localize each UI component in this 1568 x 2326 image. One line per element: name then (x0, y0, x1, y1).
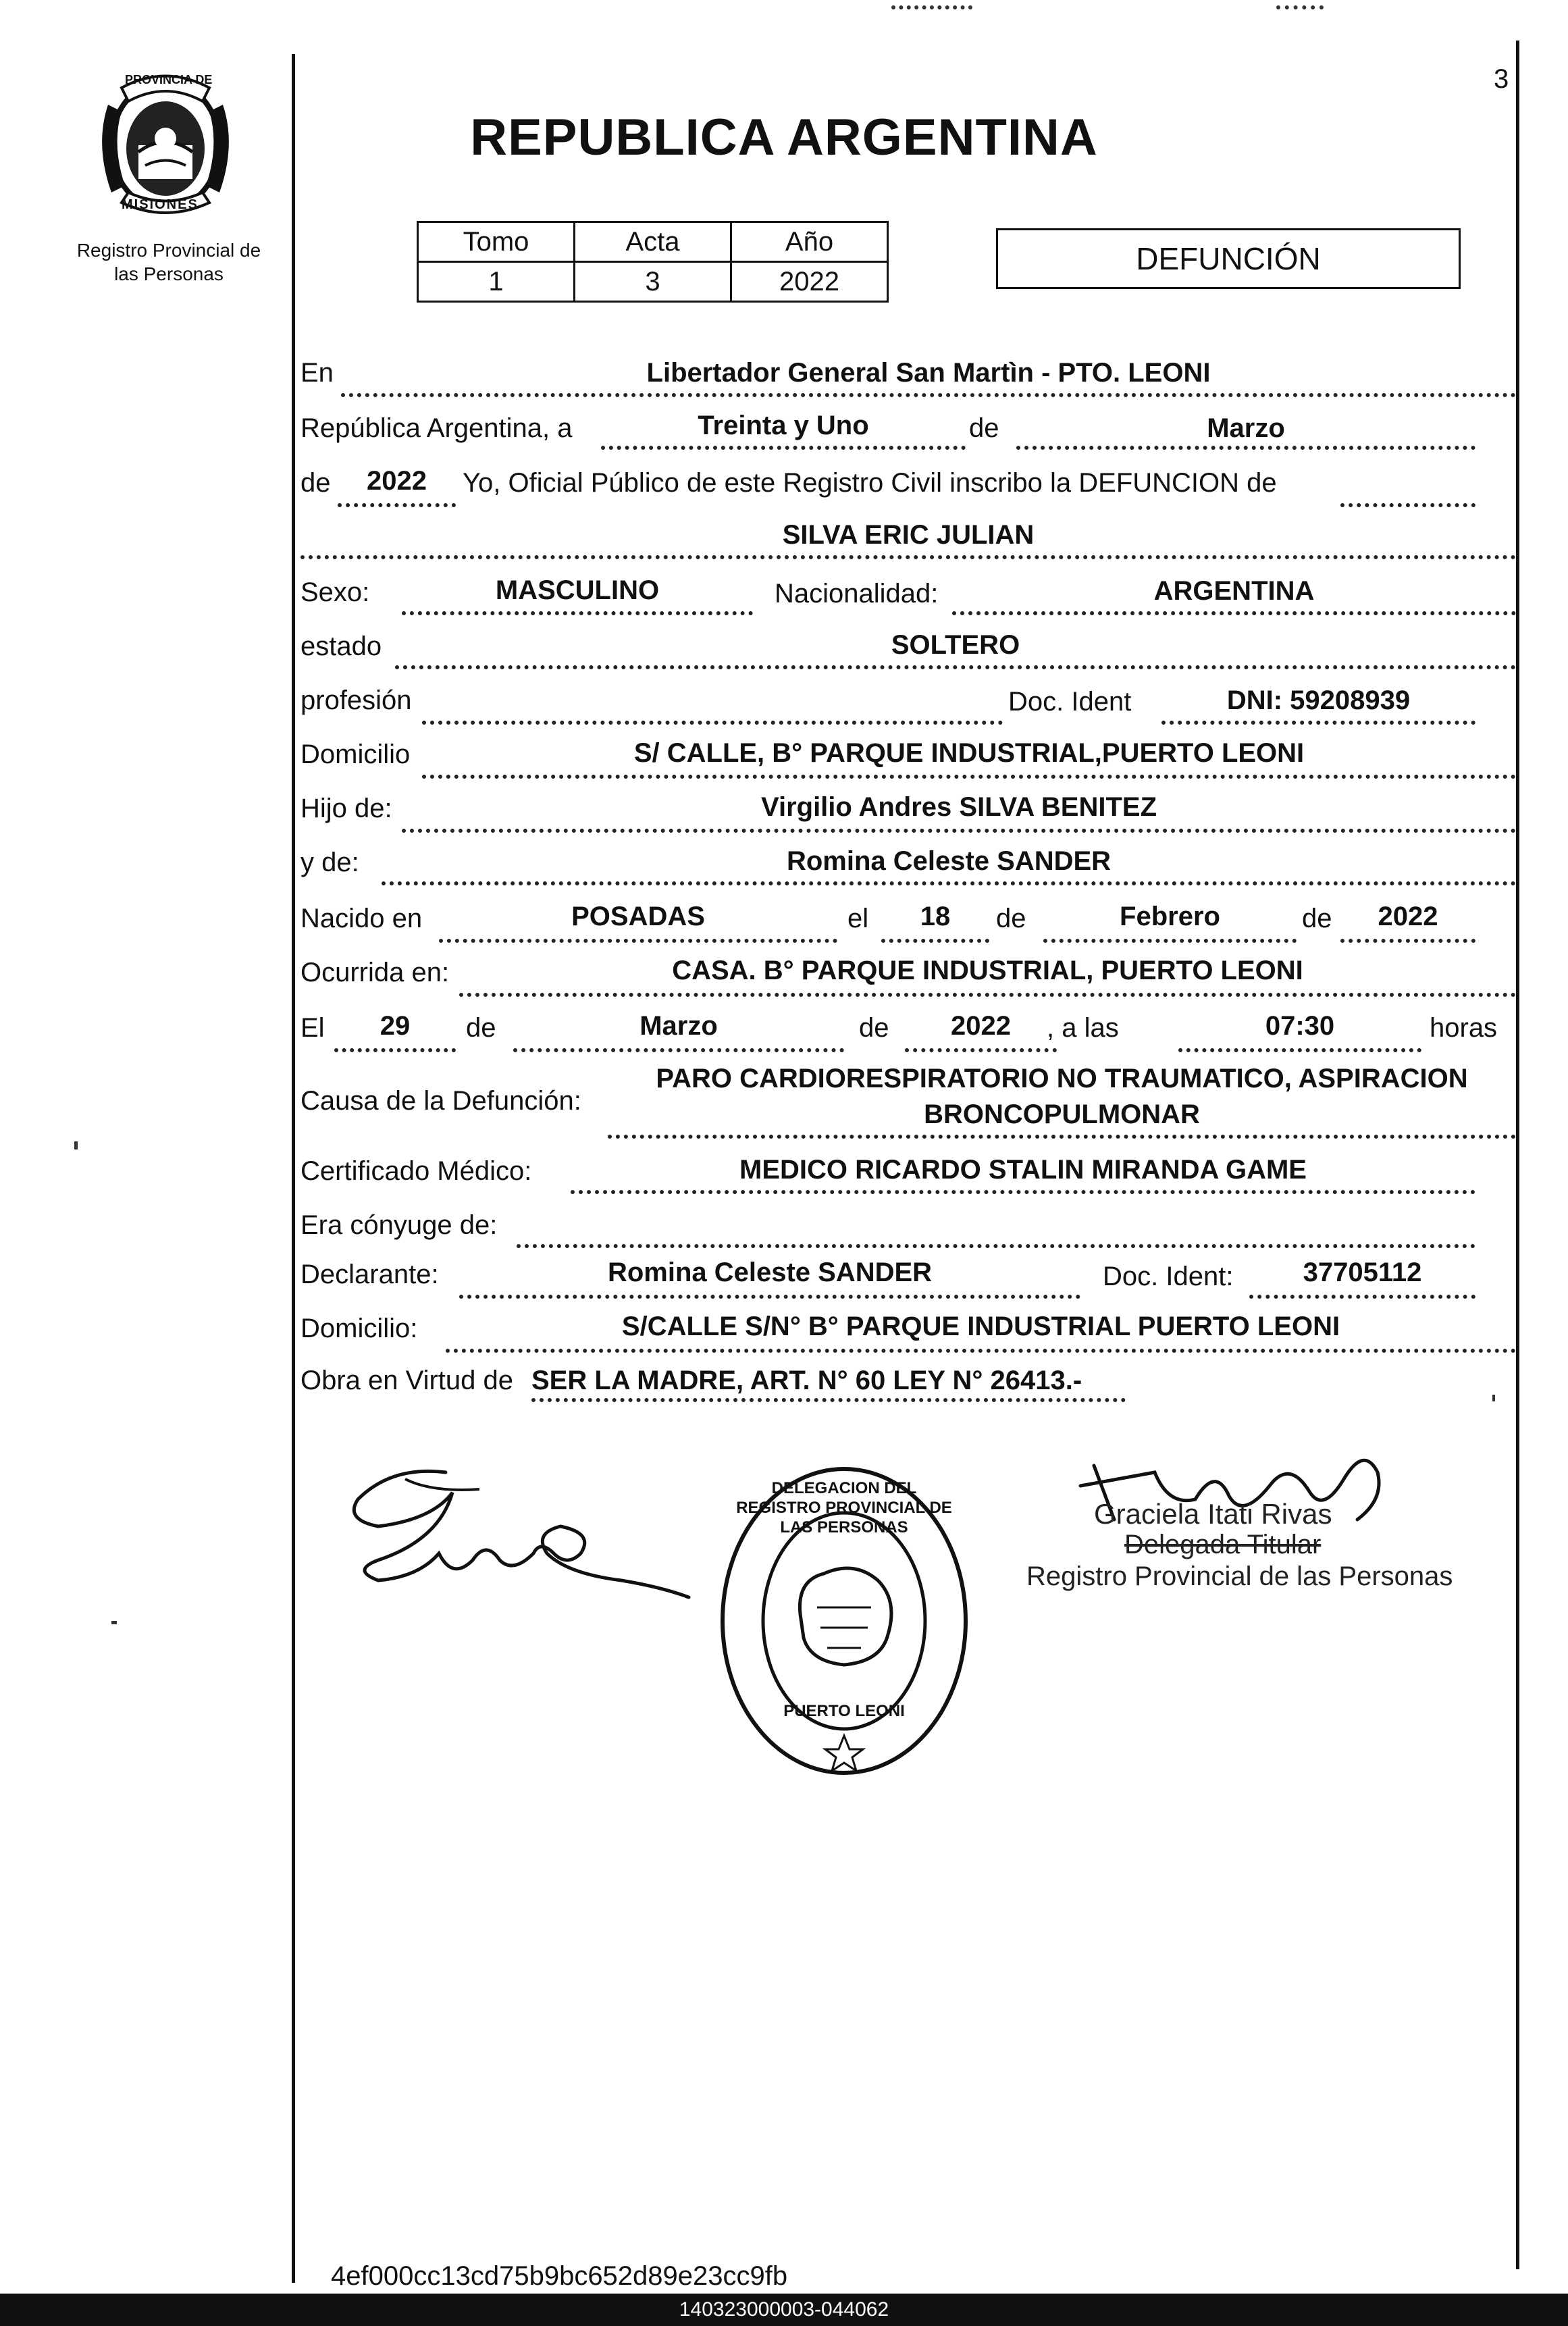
doc-type-box: DEFUNCIÓN (996, 228, 1461, 289)
signature-org: Registro Provincial de las Personas (1026, 1561, 1453, 1591)
table-header-tomo: Tomo (418, 222, 575, 262)
dotted-line (517, 1244, 1475, 1248)
label-y-de: y de: (300, 848, 359, 877)
dotted-line (1340, 939, 1475, 943)
value-causa-1: PARO CARDIORESPIRATORIO NO TRAUMATICO, ASPIRACION (656, 1064, 1468, 1093)
signature-role: Delegada Titular (1124, 1530, 1322, 1559)
dotted-line (338, 503, 456, 507)
value-anio: 2022 (367, 466, 427, 496)
registry-line-1: Registro Provincial de (76, 240, 261, 261)
stamp-ring-text: DELEGACION DEL REGISTRO PROVINCIAL DE LAS PERSONAS (736, 1479, 952, 1536)
label-doc-ident-2: Doc. Ident: (1103, 1262, 1234, 1291)
label-causa: Causa de la Defunción: (300, 1086, 581, 1116)
document-code: 140323000003-044062 (679, 2298, 889, 2321)
dotted-line (1249, 1295, 1475, 1299)
value-causa-2: BRONCOPULMONAR (924, 1100, 1200, 1129)
label-conyuge: Era cónyuge de: (300, 1210, 498, 1240)
dotted-line (395, 665, 1516, 669)
label-sexo: Sexo: (300, 577, 370, 607)
table-value-tomo: 1 (418, 262, 575, 302)
label-estado: estado (300, 631, 382, 661)
label-domicilio-2: Domicilio: (300, 1314, 418, 1343)
dotted-line (382, 881, 1516, 885)
label-el: el (847, 904, 869, 933)
value-obra: SER LA MADRE, ART. N° 60 LEY N° 26413.- (531, 1366, 1082, 1395)
dotted-line (439, 939, 837, 943)
registry-line-2: las Personas (114, 263, 224, 284)
value-nacido-dia: 18 (920, 902, 951, 931)
dotted-line (422, 721, 1003, 725)
value-madre: Romina Celeste SANDER (786, 846, 1112, 876)
value-nacionalidad: ARGENTINA (1153, 576, 1315, 606)
scan-mark-top (891, 5, 972, 15)
dotted-line (905, 1048, 1057, 1052)
document-hash: 4ef000cc13cd75b9bc652d89e23cc9fb (331, 2261, 788, 2291)
logo-text-bottom: MISIONES (122, 197, 199, 212)
dotted-line (1043, 939, 1297, 943)
scan-mark (1492, 1395, 1495, 1401)
dotted-line (513, 1048, 844, 1052)
table-value-anio: 2022 (731, 262, 888, 302)
dotted-line (608, 1135, 1516, 1139)
label-de-year: de (300, 468, 331, 498)
table-header-acta: Acta (575, 222, 731, 262)
dotted-line (341, 393, 1516, 397)
dotted-line (334, 1048, 456, 1052)
label-republica: República Argentina, a (300, 413, 573, 443)
label-ocurrida-en: Ocurrida en: (300, 958, 450, 987)
dotted-line (459, 993, 1516, 997)
table-value-acta: 3 (575, 262, 731, 302)
label-de: de (996, 904, 1026, 933)
scan-mark-top-right (1276, 5, 1324, 15)
dotted-line (459, 1295, 1080, 1299)
value-nacido-anio: 2022 (1378, 902, 1438, 931)
label-en: En (300, 358, 334, 388)
value-mes: Marzo (1207, 413, 1285, 443)
value-nacido-mes: Febrero (1120, 902, 1220, 931)
label-de: de (466, 1013, 496, 1043)
value-declarante-doc: 37705112 (1303, 1258, 1422, 1287)
label-certificado: Certificado Médico: (300, 1156, 532, 1186)
label-obra: Obra en Virtud de (300, 1366, 514, 1395)
scan-mark (74, 1141, 78, 1149)
logo-text-top: PROVINCIA DE (125, 73, 213, 86)
value-fallec-anio: 2022 (951, 1011, 1011, 1041)
table-header-anio: Año (731, 222, 888, 262)
value-ocurrida: CASA. B° PARQUE INDUSTRIAL, PUERTO LEONI (672, 956, 1303, 985)
label-nacionalidad: Nacionalidad: (775, 579, 939, 609)
value-fallec-dia: 29 (380, 1011, 411, 1041)
tomo-acta-table (417, 221, 889, 303)
value-hora: 07:30 (1265, 1011, 1335, 1041)
page-title: REPUBLICA ARGENTINA (470, 109, 1098, 166)
value-dni: DNI: 59208939 (1226, 686, 1411, 715)
label-nacido-en: Nacido en (300, 904, 423, 933)
dotted-line (952, 611, 1516, 615)
dotted-line (1016, 446, 1475, 450)
dotted-line (601, 446, 966, 450)
dotted-line (402, 829, 1516, 833)
page-number: 3 (1494, 64, 1509, 94)
dotted-line (571, 1190, 1475, 1194)
label-de: de (969, 413, 999, 443)
value-padre: Virgilio Andres SILVA BENITEZ (761, 792, 1157, 822)
value-fallec-mes: Marzo (639, 1011, 718, 1041)
dotted-line (531, 1398, 1126, 1402)
left-border-line (292, 54, 295, 2283)
value-declarante: Romina Celeste SANDER (607, 1258, 933, 1287)
stamp-inner-text: PUERTO LEONI (783, 1702, 905, 1720)
value-domicilio: S/ CALLE, B° PARQUE INDUSTRIAL,PUERTO LEONI (633, 738, 1305, 768)
label-a-las: , a las (1047, 1013, 1119, 1043)
dotted-line (402, 611, 753, 615)
label-profesion: profesión (300, 686, 412, 715)
value-domicilio-2: S/CALLE S/N° B° PARQUE INDUSTRIAL PUERTO LEONI (621, 1312, 1340, 1341)
dotted-line (422, 775, 1516, 779)
value-certificado: MEDICO RICARDO STALIN MIRANDA GAME (739, 1155, 1307, 1185)
label-el-cap: El (300, 1013, 325, 1043)
dotted-line (881, 939, 989, 943)
scan-mark (111, 1621, 117, 1624)
label-horas: horas (1430, 1013, 1498, 1043)
dotted-line (446, 1349, 1516, 1353)
label-hijo-de: Hijo de: (300, 794, 392, 823)
label-oficial: Yo, Oficial Público de este Registro Civil inscribo la DEFUNCION de (463, 468, 1277, 498)
label-de: de (1302, 904, 1332, 933)
right-border-line (1516, 41, 1519, 2269)
value-nacido-lugar: POSADAS (571, 902, 705, 931)
label-declarante: Declarante: (300, 1260, 439, 1289)
signature-name: Graciela Itati Rivas (1094, 1498, 1332, 1530)
document-code-bar (0, 2294, 1568, 2326)
value-nombre: SILVA ERIC JULIAN (782, 520, 1035, 550)
value-dia-texto: Treinta y Uno (698, 411, 869, 440)
value-lugar: Libertador General San Martìn - PTO. LEONI (646, 358, 1211, 388)
dotted-line (1178, 1048, 1421, 1052)
value-sexo: MASCULINO (495, 575, 660, 605)
value-estado: SOLTERO (891, 630, 1020, 660)
dotted-line (300, 555, 1516, 559)
dotted-line (1340, 503, 1475, 507)
official-signature-icon (338, 1452, 716, 1614)
label-de: de (859, 1013, 889, 1043)
label-doc-ident: Doc. Ident (1008, 687, 1132, 717)
dotted-line (1161, 721, 1475, 725)
label-domicilio: Domicilio (300, 740, 411, 769)
